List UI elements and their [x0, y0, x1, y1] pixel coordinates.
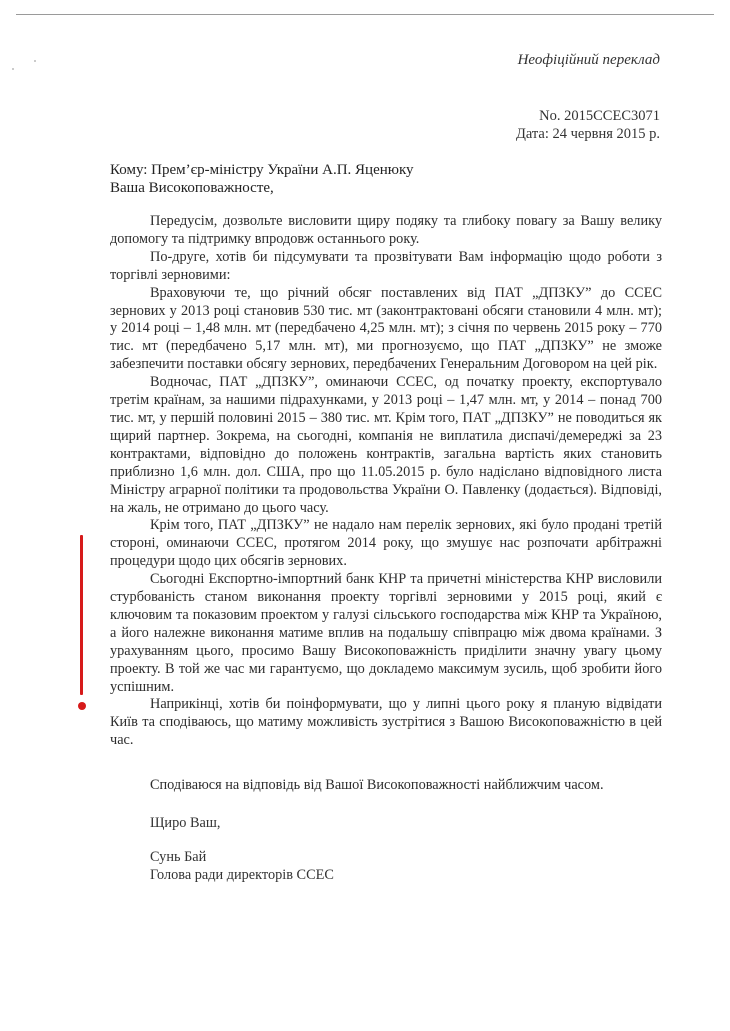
paragraph-concerns: Сьогодні Експортно-імпортний банк КНР та причетні міністерства КНР висловили стурбованість станом виконання проекту торгівлі зерновими у 2015 році, який є ключовим та показовим проектом у галузі сільського господарства між КНР та Україною, а його належне виконання матиме вплив на подальшу співпрацю між двома країнами. З урахуванням цього, просимо Вашу Високоповажність приділити значну увагу цьому проекту. В той же час ми гарантуємо, що докладемо максимум зусиль, щоб зробити його успішним.	[110, 571, 662, 695]
reference-date: Дата: 24 червня 2015 р.	[515, 126, 660, 142]
paragraph-volumes: Враховуючи те, що річний обсяг поставлених від ПАТ „ДПЗКУ” до CCEC зернових у 2013 році становив 530 тис. мт (законтрактовані обсяги становили 4 млн. мт); у 2014 році – 1,48 млн. мт (передбачено 4,25 млн. мт); з січня по червень 2015 року – 770 тис. мт (передбачено 5,17 млн. мт), ми прогнозуємо, що ПАТ „ДПЗКУ” не зможе забезпечити поставки обсягу зернових, передбачених Генеральним Договором на цей рік.	[110, 284, 662, 373]
paragraph-arbitration: Крім того, ПАТ „ДПЗКУ” не надало нам перелік зернових, які було продані третій стороні, оминаючи CCEC, протягом 2014 року, що змушує нас розпочати арбітражні процедури щодо цих обсягів зернових.	[110, 517, 662, 570]
top-border-line	[16, 14, 714, 15]
red-margin-mark	[80, 535, 83, 695]
salutation: Ваша Високоповажносте,	[110, 180, 274, 196]
translation-note: Неофіційний переклад	[517, 52, 660, 68]
addressee-line: Кому: Прем’єр-міністру України А.П. Яценюку	[110, 162, 414, 178]
reference-number: No. 2015CCEC3071	[539, 108, 660, 124]
closing-line: Сподіваюся на відповідь від Вашої Високоповажності найближчим часом.	[150, 777, 604, 793]
addressee-block	[110, 161, 414, 197]
signoff: Щиро Ваш,	[150, 815, 221, 831]
scan-speck	[34, 60, 36, 62]
red-margin-dot	[78, 702, 86, 710]
signer-title: Голова ради директорів CCEC	[150, 867, 334, 883]
paragraph-report-intro: По-друге, хотів би підсумувати та прозвітувати Вам інформацію щодо роботи з торгівлі зерновими:	[110, 248, 662, 283]
scan-speck	[12, 68, 14, 70]
paragraph-visit: Наприкінці, хотів би поінформувати, що у липні цього року я планую відвідати Київ та сподіваюсь, що матиму можливість зустрітися з Вашою Високоповажністю в цей час.	[110, 696, 662, 749]
paragraph-gratitude: Передусім, дозвольте висловити щиру подяку та глибоку повагу за Вашу велику допомогу та підтримку впродовж останнього року.	[110, 213, 662, 247]
letter-body	[110, 213, 662, 750]
signer-name: Сунь Бай	[150, 849, 207, 865]
paragraph-exports: Водночас, ПАТ „ДПЗКУ”, оминаючи CCEC, од початку проекту, експортувало третім країнам, за нашими підрахунками, у 2013 році – 1,47 млн. мт, у 2014 – понад 700 тис. мт, у першій половині 2015 – 380 тис. мт. Крім того, ПАТ „ДПЗКУ” не поводиться як щирий партнер. Зокрема, на сьогодні, компанія не виплатила диспачі/демереджі за 23 контрактами, відповідно до положень контрактів, загальна вартість яких становить приблизно 1,6 млн. дол. США, про що 11.05.2015 р. було надіслано відповідного листа Міністру аграрної політики та продовольства України О. Павленку (додається). Відповіді, на жаль, не отримано до цього часу.	[110, 374, 662, 516]
